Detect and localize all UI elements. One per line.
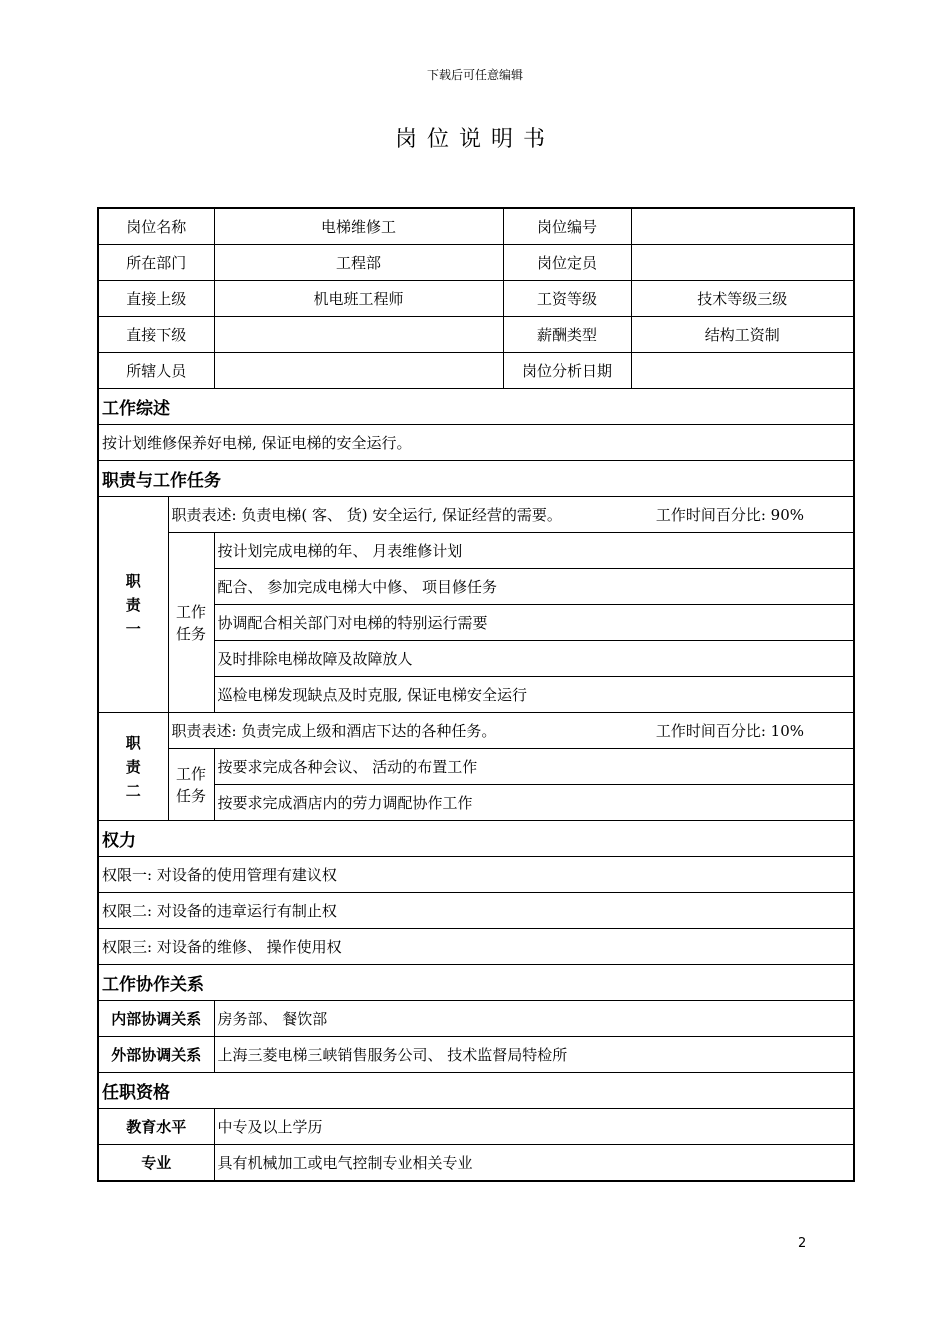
dept-value: 工程部 [214,245,503,281]
grade-value: 技术等级三级 [631,281,854,317]
duties-heading: 职责与工作任务 [98,461,854,497]
summary-text: 按计划维修保养好电梯, 保证电梯的安全运行。 [98,425,854,461]
duty1-task: 配合、 参加完成电梯大中修、 项目修任务 [214,569,854,605]
internal-relations-label: 内部协调关系 [98,1001,214,1037]
row-staff [98,353,854,389]
duty2-task: 按要求完成酒店内的劳力调配协作工作 [214,785,854,821]
document-title: 岗位说明书 [394,127,555,152]
dept-label: 所在部门 [98,245,214,281]
row-superior [98,281,854,317]
date-label: 岗位分析日期 [503,353,631,389]
authority-item: 权限二: 对设备的违章运行有制止权 [98,893,854,929]
quota-value [631,245,854,281]
external-relations-label: 外部协调关系 [98,1037,214,1073]
row-name [98,208,854,245]
duty1-task: 协调配合相关部门对电梯的特别运行需要 [214,605,854,641]
duty1-label-char: 职 [125,571,141,590]
relations-heading-row [98,965,854,1001]
duty1-label [98,497,168,713]
duty2-label [98,713,168,821]
grade-label: 工资等级 [503,281,631,317]
duty1-task: 及时排除电梯故障及故障放人 [214,641,854,677]
subordinate-label: 直接下级 [98,317,214,353]
code-value [631,208,854,245]
row-subordinate [98,317,854,353]
date-value [631,353,854,389]
internal-relations-row [98,1001,854,1037]
duty2-task-label [168,749,214,821]
pay-value: 结构工资制 [631,317,854,353]
duty1-percent: 工作时间百分比: 90% [655,506,805,524]
duty1-statement-row [98,497,854,533]
education-value: 中专及以上学历 [214,1109,854,1145]
duty1-label-char: 一 [125,619,141,638]
major-value: 具有机械加工或电气控制专业相关专业 [214,1145,854,1182]
name-value: 电梯维修工 [214,208,503,245]
header-note: 下载后可任意编辑 [426,68,523,82]
duty2-label-char: 责 [125,757,141,776]
major-label: 专业 [98,1145,214,1182]
external-relations-row [98,1037,854,1073]
qualifications-heading-row [98,1073,854,1109]
duty2-statement-cell [168,713,854,749]
relations-heading: 工作协作关系 [98,965,854,1001]
staff-label: 所辖人员 [98,353,214,389]
authority-item: 权限三: 对设备的维修、 操作使用权 [98,929,854,965]
qualifications-heading: 任职资格 [98,1073,854,1109]
authority-row [98,893,854,929]
subordinate-value [214,317,503,353]
quota-label: 岗位定员 [503,245,631,281]
duty1-task-label [168,533,214,713]
row-dept [98,245,854,281]
task-label-line: 任务 [176,786,207,805]
page-number: 2 [798,1236,807,1251]
duty1-label-char: 责 [125,595,141,614]
duty1-task: 按计划完成电梯的年、 月表维修计划 [214,533,854,569]
summary-heading: 工作综述 [98,389,854,425]
duty1-task-row [98,533,854,569]
authority-row [98,929,854,965]
duty2-statement: 职责表述: 负责完成上级和酒店下达的各种任务。 [171,722,497,740]
duties-heading-row [98,461,854,497]
code-label: 岗位编号 [503,208,631,245]
summary-heading-row [98,389,854,425]
job-description-table [97,207,855,1182]
duty1-task: 巡检电梯发现缺点及时克服, 保证电梯安全运行 [214,677,854,713]
education-row [98,1109,854,1145]
authority-row [98,857,854,893]
duty2-percent: 工作时间百分比: 10% [655,722,805,740]
duty1-statement: 职责表述: 负责电梯( 客、 货) 安全运行, 保证经营的需要。 [171,506,562,524]
authority-heading-row [98,821,854,857]
summary-row [98,425,854,461]
duty2-label-char: 职 [125,733,141,752]
external-relations-value: 上海三菱电梯三峡销售服务公司、 技术监督局特检所 [214,1037,854,1073]
staff-value [214,353,503,389]
duty2-task: 按要求完成各种会议、 活动的布置工作 [214,749,854,785]
internal-relations-value: 房务部、 餐饮部 [214,1001,854,1037]
authority-item: 权限一: 对设备的使用管理有建议权 [98,857,854,893]
superior-value: 机电班工程师 [214,281,503,317]
authority-heading: 权力 [98,821,854,857]
duty2-task-row [98,749,854,785]
task-label-line: 工作 [176,602,207,621]
superior-label: 直接上级 [98,281,214,317]
task-label-line: 任务 [176,624,207,643]
duty1-statement-cell [168,497,854,533]
duty2-statement-row [98,713,854,749]
major-row [98,1145,854,1182]
pay-label: 薪酬类型 [503,317,631,353]
name-label: 岗位名称 [98,208,214,245]
task-label-line: 工作 [176,764,207,783]
duty2-label-char: 二 [125,781,141,800]
education-label: 教育水平 [98,1109,214,1145]
